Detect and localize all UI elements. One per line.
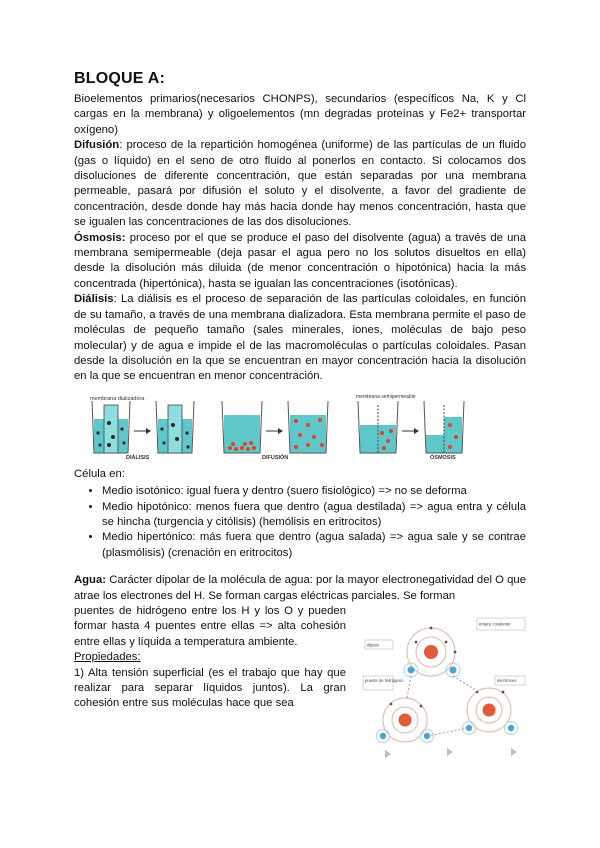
label-dialisis: DIÁLISIS	[126, 454, 150, 461]
beakers-illustration	[84, 393, 484, 461]
mol-label-a: dipolo	[367, 642, 380, 648]
agua-left-column	[74, 604, 346, 712]
agua-text: Carácter dipolar de la molécula de agua: por la mayor electronegatividad del O que atrae los electrones del H. Se forman cargas eléctricas parciales. Se forman	[74, 574, 526, 602]
diffusion-figure	[74, 393, 526, 461]
propiedad-1: 1) Alta tensión superficial (es el trabajo que hay que realizar para separar líquidos juntos). La gran cohesión entre sus moléculas hace que sea	[74, 666, 346, 710]
list-item: • Medio isotónico: igual fuera y dentro (suero fisiológico) => no se deforma	[102, 484, 526, 499]
dialisis-text: : La diálisis es el proceso de separación de las partículas coloidales, en función de su tamaño, a través de una membrana dializadora. Esta membrana permite el paso de moléculas de pequeño tamaño (sales minerales, iones, moléculas de bajo peso molecular) y de agua e impide el de las macromoléculas o partículas coloidales. Pasan desde la disolución en la que se encuentran en mayor concentración hacia la disolución en la que se encuentran en menor concentración.	[74, 293, 526, 383]
agua-term: Agua:	[74, 574, 107, 587]
dialysis-beaker-1	[92, 401, 130, 453]
label-difusion: DIFUSIÓN	[262, 454, 289, 461]
osmosis-paragraph	[74, 231, 526, 293]
water-molecule-3	[463, 688, 518, 735]
osmosis-beaker-1	[358, 401, 398, 453]
list-item: • Medio hipotónico: menos fuera que dentro (agua destilada) => agua entra y célula se hincha (turgencia y citólisis) (hemólisis en eritrocitos)	[102, 500, 526, 531]
celula-list	[74, 484, 526, 561]
water-molecules-illustration	[361, 612, 529, 762]
document-page	[74, 70, 526, 712]
mol-label-d: electrones	[497, 677, 517, 683]
label-osmosis: ÓSMOSIS	[430, 454, 456, 461]
water-molecule-1	[404, 627, 460, 677]
propiedades-heading: Propiedades:	[74, 651, 141, 664]
dialisis-paragraph	[74, 292, 526, 384]
mol-label-b: puente de hidrógeno	[365, 677, 404, 683]
celula-title: Célula en:	[74, 467, 125, 480]
label-semipermeable: membrana semipermeable	[356, 393, 416, 400]
osmosis-text: proceso por el que se produce el paso del disolvente (agua) a través de una membrana semipermeable (deja pasar el agua pero no los solutos disueltos en ella) desde la disolución más diluida (de menor concentración o hipotónica) hacia la más concentrada (hipertónica), hasta se igualan las concentraciones (isotónicas).	[74, 231, 526, 290]
bioelementos-paragraph: Bioelementos primarios(necesarios CHONPS), secundarios (específicos Na, K y Cl cargas en la membrana) y oligoelementos (mn degradas proteínas y Fe2+ transportar oxígeno)	[74, 93, 526, 136]
difusion-text: : proceso de la repartición homogénea (uniforme) de las partículas de un fluido (gas o líquido) en el seno de otro fluido al ponerlos en contacto. Si colocamos dos disoluciones de diferente concentración, que están separadas por una membrana permeable, pasará por difusión el soluto y el disolvente, a favor del gradiente de concentración, desde donde hay más hacia donde hay menos concentración, hasta que se igualen las concentraciones de las dos disoluciones.	[74, 139, 526, 229]
label-membrana: membrana dializadora	[90, 395, 145, 402]
osmosis-term: Ósmosis:	[74, 231, 126, 244]
agua-section	[74, 573, 526, 712]
page-title: BLOQUE A:	[74, 70, 165, 87]
dialysis-beaker-2	[156, 401, 194, 453]
water-molecule-2	[377, 698, 434, 743]
diffusion-beaker-2	[288, 401, 328, 453]
dialisis-term: Diálisis	[74, 293, 114, 306]
mol-label-c: enlace covalente	[479, 621, 511, 627]
list-item: • Medio hipertónico: más fuera que dentro (agua salada) => agua sale y se contrae (plasmólisis) (crenación en eritrocitos)	[102, 530, 526, 561]
agua-intro	[74, 573, 526, 604]
agua-float-wrap	[74, 604, 526, 712]
difusion-term: Difusión	[74, 139, 120, 152]
agua-continued: puentes de hidrógeno entre los H y los O y pueden formar hasta 4 puentes entre ellas => alta cohesión entre ellas y líquida a temperatura ambiente.	[74, 604, 346, 648]
difusion-paragraph	[74, 138, 526, 230]
osmosis-beaker-2	[424, 401, 464, 453]
diffusion-beaker-1	[222, 401, 262, 453]
